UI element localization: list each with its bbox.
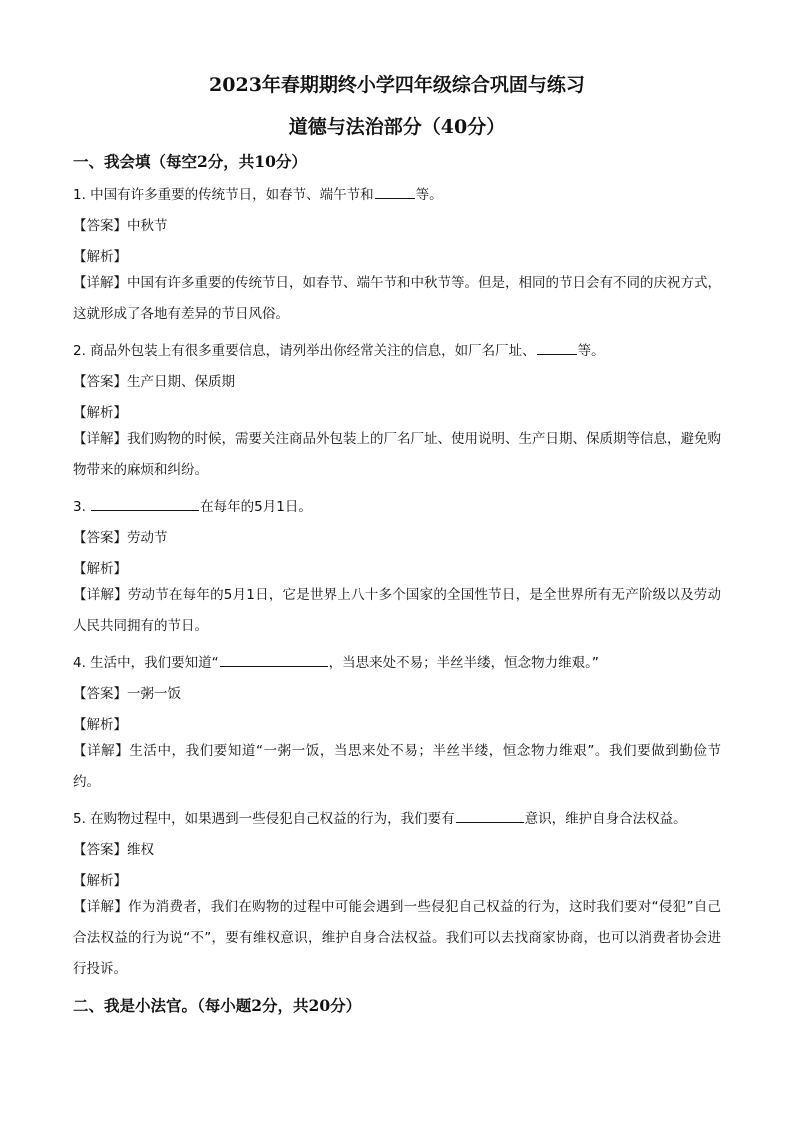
detail-text: 中国有许多重要的传统节日，如春节、端午节和中秋节等。但是，相同的节日会有不同的庆祝方式，这就形成了各地有差异的节日风俗。 <box>73 275 721 322</box>
analysis-label: 【解析】 <box>73 873 127 889</box>
document-title: 2023年春期期终小学四年级综合巩固与练习 <box>209 74 585 96</box>
answer-text: 维权 <box>127 842 154 858</box>
answer-line <box>73 370 235 390</box>
analysis-label: 【解析】 <box>73 249 127 265</box>
detail-text: 作为消费者，我们在购物的过程中可能会遇到一些侵犯自己权益的行为，这时我们要对“侵犯”自己合法权益的行为说“不”，要有维权意识，维护自身合法权益。我们可以去找商家协商，也可以消费者协会进行投诉。 <box>73 899 721 977</box>
question-3 <box>73 495 312 515</box>
question-text-end: 意识，维护自身合法权益。 <box>524 811 687 827</box>
detail-text: 我们购物的时候，需要关注商品外包装上的厂名厂址、使用说明、生产日期、保质期等信息，避免购物带来的麻烦和纠纷。 <box>73 431 721 478</box>
answer-label: 【答案】 <box>73 530 127 546</box>
detail-label: 【详解】 <box>73 899 129 915</box>
answer-label: 【答案】 <box>73 218 127 234</box>
answer-label: 【答案】 <box>73 842 127 858</box>
answer-blank <box>456 808 524 823</box>
section-2-heading: 二、我是小法官。（每小题2分，共20分） <box>73 996 362 1015</box>
answer-text: 中秋节 <box>127 218 168 234</box>
question-text-end: 在每年的5月1日。 <box>200 499 312 515</box>
detail-text: 生活中，我们要知道“一粥一饭，当思来处不易；半丝半缕，恒念物力维艰”。我们要做到勤俭节约。 <box>73 743 721 790</box>
question-text: 3. <box>73 499 91 515</box>
answer-blank <box>91 496 199 511</box>
question-2 <box>73 339 605 359</box>
detail-paragraph <box>73 892 721 985</box>
question-text-end: 等。 <box>415 187 443 203</box>
answer-line <box>73 838 154 858</box>
question-text-end: ，当思来处不易；半丝半缕，恒念物力维艰。” <box>328 655 599 671</box>
answer-text: 一粥一饭 <box>127 686 181 702</box>
analysis-label: 【解析】 <box>73 405 127 421</box>
answer-label: 【答案】 <box>73 374 127 390</box>
detail-label: 【详解】 <box>73 587 128 603</box>
answer-text: 劳动节 <box>127 530 168 546</box>
answer-blank <box>375 184 415 199</box>
question-text: 4. 生活中，我们要知道“ <box>73 655 219 671</box>
answer-blank <box>220 652 328 667</box>
section-1-heading: 一、我会填（每空2分，共10分） <box>73 152 307 171</box>
detail-text: 劳动节在每年的5月1日，它是世界上八十多个国家的全国性节日，是全世界所有无产阶级以及劳动人民共同拥有的节日。 <box>73 587 721 634</box>
question-4 <box>73 651 599 671</box>
question-text-end: 等。 <box>577 343 605 359</box>
answer-blank <box>537 340 577 355</box>
answer-line <box>73 526 168 546</box>
answer-text: 生产日期、保质期 <box>127 374 235 390</box>
detail-paragraph <box>73 268 721 330</box>
question-5 <box>73 807 687 827</box>
analysis-label: 【解析】 <box>73 717 127 733</box>
analysis-label: 【解析】 <box>73 561 127 577</box>
answer-line <box>73 682 181 702</box>
document-subtitle: 道德与法治部分（40分） <box>288 116 506 138</box>
question-text: 5. 在购物过程中，如果遇到一些侵犯自己权益的行为，我们要有 <box>73 811 455 827</box>
detail-paragraph <box>73 580 721 642</box>
detail-label: 【详解】 <box>73 431 127 447</box>
answer-label: 【答案】 <box>73 686 127 702</box>
detail-label: 【详解】 <box>73 275 127 291</box>
detail-paragraph <box>73 736 721 798</box>
detail-label: 【详解】 <box>73 743 130 759</box>
answer-line <box>73 214 168 234</box>
question-text: 1. 中国有许多重要的传统节日，如春节、端午节和 <box>73 187 374 203</box>
detail-paragraph <box>73 424 721 486</box>
question-1 <box>73 183 443 203</box>
question-text: 2. 商品外包装上有很多重要信息，请列举出你经常关注的信息，如厂名厂址、 <box>73 343 536 359</box>
